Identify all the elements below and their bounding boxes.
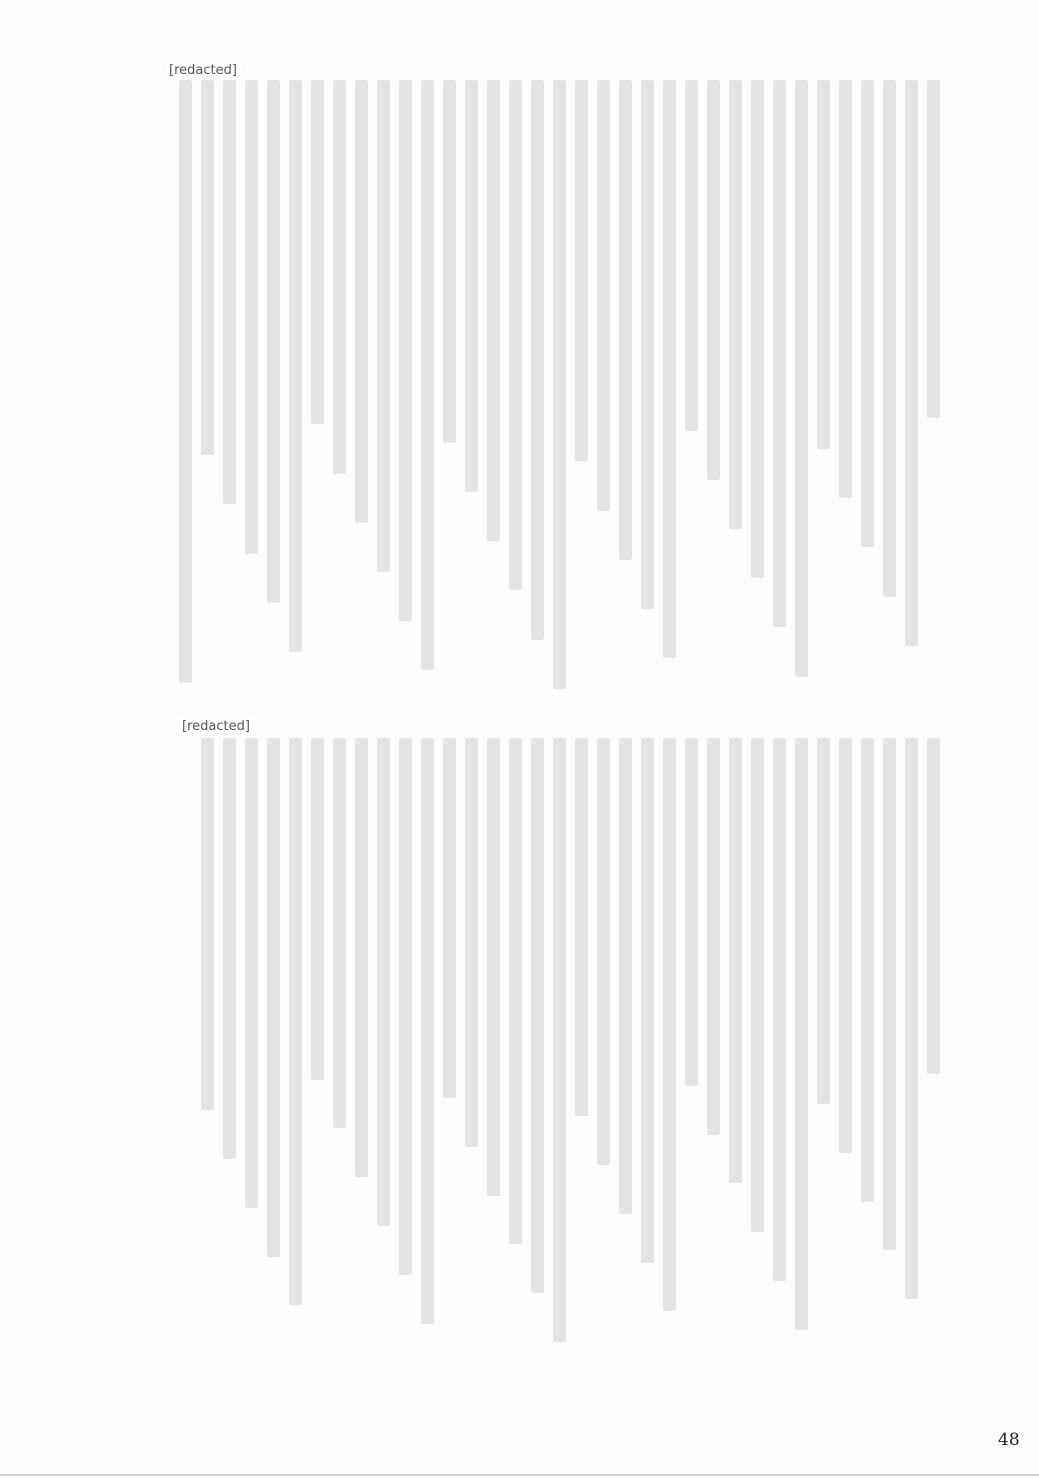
- redacted-text-column: [729, 738, 742, 1183]
- redacted-text-column: [201, 738, 214, 1110]
- text-block-bottom-placeholder: [redacted]: [178, 718, 254, 735]
- redacted-text-column: [399, 738, 412, 1275]
- redacted-text-column: [839, 80, 852, 498]
- redacted-text-column: [641, 80, 654, 609]
- redacted-text-column: [289, 80, 302, 652]
- redacted-text-column: [245, 80, 258, 554]
- redacted-text-column: [619, 80, 632, 560]
- page-number: 48: [998, 1430, 1020, 1450]
- redacted-text-column: [421, 738, 434, 1324]
- redacted-text-column: [355, 738, 368, 1177]
- redacted-text-column: [795, 80, 808, 677]
- redacted-text-column: [289, 738, 302, 1305]
- redacted-text-column: [905, 738, 918, 1299]
- redacted-text-column: [905, 80, 918, 646]
- redacted-text-column: [267, 80, 280, 603]
- redacted-text-column: [223, 738, 236, 1159]
- redacted-text-column: [883, 738, 896, 1250]
- redacted-text-column: [707, 80, 720, 480]
- redacted-text-column: [927, 80, 940, 418]
- redacted-text-column: [377, 738, 390, 1226]
- redacted-text-column: [245, 738, 258, 1208]
- text-block-top: [165, 80, 940, 695]
- scan-edge: [0, 1474, 1039, 1476]
- redacted-text-column: [333, 80, 346, 474]
- redacted-text-column: [641, 738, 654, 1263]
- redacted-text-column: [883, 80, 896, 597]
- redacted-text-column: [707, 738, 720, 1135]
- redacted-text-column: [729, 80, 742, 529]
- redacted-text-column: [179, 80, 192, 683]
- redacted-text-column: [927, 738, 940, 1074]
- redacted-text-column: [311, 80, 324, 424]
- redacted-text-column: [751, 738, 764, 1232]
- redacted-text-column: [267, 738, 280, 1257]
- redacted-text-column: [223, 80, 236, 504]
- redacted-text-column: [487, 80, 500, 541]
- redacted-text-column: [333, 738, 346, 1128]
- redacted-text-column: [751, 80, 764, 578]
- redacted-text-column: [685, 80, 698, 431]
- redacted-text-column: [487, 738, 500, 1196]
- redacted-text-column: [575, 738, 588, 1116]
- redacted-text-column: [553, 80, 566, 689]
- redacted-text-column: [861, 80, 874, 547]
- redacted-text-column: [201, 80, 214, 455]
- redacted-text-column: [839, 738, 852, 1153]
- redacted-text-column: [685, 738, 698, 1086]
- redacted-text-column: [773, 80, 786, 627]
- redacted-text-column: [861, 738, 874, 1202]
- redacted-text-column: [421, 80, 434, 670]
- redacted-text-column: [531, 80, 544, 640]
- redacted-text-column: [509, 80, 522, 590]
- redacted-text-column: [597, 80, 610, 511]
- redacted-text-column: [465, 80, 478, 492]
- redacted-text-column: [817, 738, 830, 1104]
- redacted-text-column: [399, 80, 412, 621]
- redacted-text-column: [663, 80, 676, 658]
- redacted-text-column: [443, 80, 456, 443]
- redacted-text-column: [509, 738, 522, 1244]
- redacted-text-column: [663, 738, 676, 1311]
- redacted-text-column: [795, 738, 808, 1330]
- redacted-text-column: [553, 738, 566, 1342]
- redacted-text-column: [355, 80, 368, 523]
- redacted-text-column: [443, 738, 456, 1098]
- redacted-text-column: [597, 738, 610, 1165]
- redacted-text-column: [377, 80, 390, 572]
- redacted-text-column: [531, 738, 544, 1293]
- redacted-text-column: [773, 738, 786, 1281]
- text-block-bottom: [178, 738, 940, 1348]
- redacted-text-column: [817, 80, 830, 449]
- redacted-text-column: [311, 738, 324, 1080]
- redacted-text-column: [619, 738, 632, 1214]
- redacted-text-column: [465, 738, 478, 1147]
- redacted-text-column: [575, 80, 588, 461]
- text-block-top-placeholder: [redacted]: [165, 62, 241, 79]
